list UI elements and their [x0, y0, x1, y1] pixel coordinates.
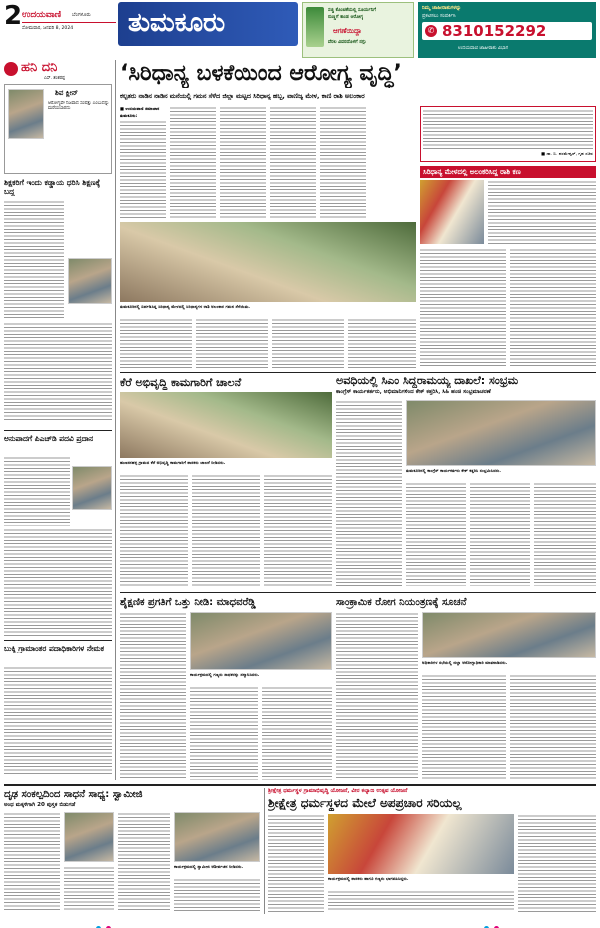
disease-headline: ಸಾಂಕ್ರಾಮಿಕ ರೋಗ ನಿಯಂತ್ರಣಕ್ಕೆ ಸೂಚನೆ: [336, 597, 467, 608]
left-story-1-headline: ಶಿಕ್ಷಕರಿಗೆ ಇಂದು ಕಡ್ಡಾಯ ಧರಿಸಿ ಶಿಕ್ಷಣಕ್ಕೆ ಬದ್ಧ: [4, 178, 101, 196]
bottom-right-body-3: [518, 814, 596, 912]
divider: [4, 430, 112, 431]
cm-caption: ತುಮಕೂರಿನಲ್ಲಿ ಕಾಂಗ್ರೆಸ್ ಕಾರ್ಯಕರ್ತರು ಕೇಕ್ ಕತ್ತರಿಸಿ ಸಂಭ್ರಮಿಸಿದರು.: [406, 468, 501, 473]
bottom-left-subhead: ಅಂಧ ಮಕ್ಕಳಿಗಾಗಿ 20 ಪುಸ್ತಕ ಬಿಡುಗಡೆ: [4, 802, 76, 808]
ad-line-3: ಆಗಣೆಯಿದ್ದಾ: [333, 27, 362, 35]
ad2-subtitle: ಪ್ರಕಟಿಸಲು ಸಂಪರ್ಕಿಸಿ: [422, 13, 456, 19]
issue-date: ಸೋಮವಾರ, ಜನವರಿ 8, 2024: [22, 26, 74, 31]
lead-subhead: ಕಲ್ಪತರು ನಾಡಿನ ನಾಡಿನ ಮನೆಯಲ್ಲಿ ಗಮನ ಸೆಳೆದ ಜಿಲ್ಲಾ ಮಟ್ಟದ ಸಿರಿಧಾನ್ಯ ಹಬ್ಬ, ವಾಣಿಜ್ಯ ಮೇಳ, ಕಾಣಿ ರಾಶಿ ಅಲಂಕಾರ: [120, 92, 365, 100]
lead-body-col-9: [348, 318, 416, 368]
quote-text: ಆರೋಗ್ಯವೇ ನಿಜವಾದ ಸಂಪತ್ತು ಎಂಬುದನ್ನು ಮರೆಯಬಾರದು: [48, 101, 110, 112]
bottom-left-caption: ಕಾರ್ಯಕ್ರಮದಲ್ಲಿ ಸ್ವಾಮೀಜಿ ಆಶೀರ್ವಚನ ನೀಡಿದರು.: [174, 864, 244, 869]
bottom-right-caption: ಕಾರ್ಯಕ್ರಮದಲ್ಲಿ ಶಾಸಕರು ಹಾಗೂ ಗಣ್ಯರು ಭಾಗವಹಿಸಿದ್ದರು.: [328, 876, 409, 881]
lead-photo-caption: ತುಮಕೂರಿನಲ್ಲಿ ಏರ್ಪಡಿಸಿದ್ದ ಸಿರಿಧಾನ್ಯ ಮೇಳದಲ್ಲಿ ಸಿರಿಧಾನ್ಯಗಳ ರಾಶಿ ಅಲಂಕಾರ ಗಮನ ಸೆಳೆಯಿತು.: [120, 304, 250, 309]
education-body-1: [120, 612, 186, 780]
sidebar-photo: [420, 180, 484, 244]
ad-line-1: ಸಚ್ಚಿ ಕೊಂಚಕೆಯಲ್ಲಿ ಸೂರ್ಯನಿಗೆ: [328, 8, 376, 13]
cm-body-3: [470, 482, 530, 586]
left-story-2-body-2: [4, 528, 112, 636]
divider: [120, 592, 596, 593]
sidebar-body-3: [510, 248, 596, 368]
lead-dateline: ತುಮಕೂರು:: [120, 113, 138, 118]
disease-body-2: [422, 674, 506, 780]
ad-line-2: ನುಣ್ಣಗೆ ಕಾಂಡ ಆರೋಗ್ಯ: [328, 15, 364, 20]
bottom-left-body-1: [4, 812, 60, 912]
ad-product-icon: [306, 7, 324, 47]
divider: [4, 640, 112, 641]
lead-headline: ‘ಸಿರಿಧಾನ್ಯ ಬಳಕೆಯಿಂದ ಆರೋಗ್ಯ ವೃದ್ಧಿ’: [120, 61, 402, 86]
city-title: ತುಮಕೂರು: [128, 8, 226, 38]
disease-photo: [422, 612, 596, 658]
column-rule: [115, 60, 116, 780]
left-story-1-photo: [68, 258, 112, 304]
bottom-right-body-1: [268, 814, 324, 912]
lake-photo: [120, 392, 332, 458]
lead-body-col-1: [120, 120, 166, 220]
lead-body-col-3: [220, 106, 266, 220]
pullquote-byline: ■ ಡಾ. ಬಿ. ಪರಮೇಶ್ವರ್, ಗೃಹ ಸಚಿವ: [541, 151, 593, 156]
left-story-3-headline: ಬುಕ್ಕಿ ಗ್ರಾಮಾಂತರ ಪದಾಧಿಕಾರಿಗಳ ನೇಮಕ: [4, 644, 104, 653]
cm-headline: ಅವಧಿಯಲ್ಲಿ ಸಿಎಂ ಸಿದ್ದರಾಮಯ್ಯ ದಾಖಲೆ: ಸಂಭ್ರಮ: [336, 374, 519, 387]
left-story-2-photo: [72, 466, 112, 510]
cm-subhead: ಕಾಂಗ್ರೆಸ್ ಕಾರ್ಯಕರ್ತರು, ಅಭಿಮಾನಿಗಳಿಂದ ಕೇಕ್ ಕತ್ತರಿಸಿ, ಸಿಹಿ ಹಂಚಿ ಸಂಭ್ರಮಾಚರಣೆ: [336, 389, 491, 395]
page-number: 2: [4, 2, 23, 30]
disease-body-3: [510, 674, 596, 780]
cm-body-4: [534, 482, 596, 586]
lead-body-col-6: [120, 318, 192, 368]
disease-caption: ಅಧಿಕಾರಿಗಳ ಸಭೆಯಲ್ಲಿ ಜಿಲ್ಲಾ ಆರೋಗ್ಯಾಧಿಕಾರಿ ಮಾತನಾಡಿದರು.: [422, 660, 508, 665]
masthead-left: [4, 2, 116, 46]
phone-icon: ✆: [425, 25, 437, 37]
paper-name: ಉದಯವಾಣಿ: [22, 10, 62, 20]
bottom-left-headline: ದೃಢ ಸಂಕಲ್ಪದಿಂದ ಸಾಧನೆ ಸಾಧ್ಯ: ಸ್ವಾಮೀಜಿ: [4, 789, 143, 800]
masthead-rule: [22, 22, 116, 23]
drop-icon: [4, 62, 18, 76]
column-logo: [4, 60, 112, 80]
lead-body-col-8: [272, 318, 344, 368]
left-story-3-body: [4, 666, 112, 776]
left-story-2-body: [4, 456, 70, 526]
lead-body-col-2: [170, 106, 216, 220]
ad2-footer: ಉದಯವಾಣಿ ಜಾಹೀರಾತು ವಿಭಾಗ: [458, 46, 509, 51]
ad2-title: ನಿಮ್ಮ ಜಾಹೀರಾತುಗಳನ್ನು: [422, 5, 462, 11]
pullquote-text: [423, 109, 593, 151]
bottom-left-photo-1: [64, 812, 114, 862]
sidebar-body: [488, 180, 596, 244]
left-story-1-body-2: [4, 322, 112, 422]
education-headline: ಶೈಕ್ಷಣಿಕ ಪ್ರಗತಿಗೆ ಒತ್ತು ನೀಡಿ: ಮಾಧವರೆಡ್ಡಿ: [120, 597, 256, 608]
education-body-2: [190, 686, 258, 780]
bottom-right-body-2: [328, 890, 514, 912]
bottom-left-body-3: [118, 812, 170, 912]
bottom-left-photo-2: [174, 812, 260, 862]
lead-bureau: ■ ಉದಯವಾಣಿ ಸಮಾಚಾರ: [120, 106, 160, 111]
lake-headline: ಕೆರೆ ಅಭಿವೃದ್ಧಿ ಕಾಮಗಾರಿಗೆ ಚಾಲನೆ: [120, 376, 242, 389]
ad2-phone-box: [422, 22, 592, 40]
lake-body-1: [120, 474, 188, 586]
print-registration-marks: [96, 916, 116, 922]
lake-caption: ಹುಣಸನಹಳ್ಳಿ ಗ್ರಾಮದ ಕೆರೆ ಅಭಿವೃದ್ಧಿ ಕಾಮಗಾರಿಗೆ ಶಾಸಕರು ಚಾಲನೆ ನೀಡಿದರು.: [120, 460, 226, 465]
lead-body-col-4: [270, 106, 316, 220]
sidebar-headline: ಸಿರಿಧಾನ್ಯ ಮೇಳದಲ್ಲಿ ಅಲಂಕರಿಸಿದ್ದ ರಾಶಿ ಕಣ: [423, 168, 521, 176]
left-story-2-headline: ಅನುಪಾದಗೆ ಪಿಎಚ್‌ಡಿ ಪದವಿ ಪ್ರದಾನ: [4, 434, 94, 443]
education-photo: [190, 612, 332, 670]
author-photo: [8, 89, 44, 139]
quote-title: ಶಿವ ಕ್ಲೀನ್: [55, 89, 79, 97]
lake-body-2: [192, 474, 260, 586]
ad-line-4: ವೆರಲ ವಿವರದೊಳಗೆ ನಗ್ಗು: [328, 40, 367, 45]
column-logo-text: ಹನಿ ದನಿ: [21, 60, 58, 75]
lead-photo: [120, 222, 416, 302]
quote-box: [4, 84, 112, 174]
cm-body-2: [406, 482, 466, 586]
bottom-right-photo: [328, 814, 514, 874]
cm-body-1: [336, 400, 402, 586]
education-caption: ಕಾರ್ಯಕ್ರಮದಲ್ಲಿ ಗಣ್ಯರು ಸಾಧಕರನ್ನು ಸನ್ಮಾನಿಸಿದರು.: [190, 672, 260, 677]
left-story-1-body: [4, 200, 64, 320]
column-author: ಎಸ್. ಶಂಕರಪ್ಪ: [44, 76, 66, 81]
disease-body-1: [336, 612, 418, 780]
cm-photo: [406, 400, 596, 466]
lead-body-col-7: [196, 318, 268, 368]
lead-pullquote: [420, 106, 596, 162]
column-rule: [264, 788, 265, 914]
ad2-phone-number: 8310152292: [442, 22, 547, 40]
lead-body-col-5: [320, 106, 366, 220]
bottom-right-kicker: ಶ್ರೀಕ್ಷೇತ್ರ ಧರ್ಮಸ್ಥಳ ಗ್ರಾಮಾಭಿವೃದ್ಧಿ ಯೋಜನೆ, ವೀರ ಕಲ್ಯಾಣ ಉತ್ಸವ ಯೋಜನೆ: [268, 788, 408, 794]
sidebar-banner: [420, 166, 596, 178]
lake-body-3: [264, 474, 332, 586]
bottom-left-body-4: [174, 878, 260, 912]
city-banner: [118, 2, 298, 46]
masthead-ad-2[interactable]: [418, 2, 596, 58]
print-registration-marks: [484, 916, 504, 922]
masthead-ad-1[interactable]: [302, 2, 414, 58]
divider: [120, 372, 596, 373]
bottom-left-body-2: [64, 866, 114, 912]
education-body-3: [262, 686, 332, 780]
divider-thick: [4, 784, 596, 786]
sidebar-body-2: [420, 248, 506, 368]
bottom-right-headline: ಶ್ರೀಕ್ಷೇತ್ರ ಧರ್ಮಸ್ಥಳದ ಮೇಲೆ ಅಪಪ್ರಚಾರ ಸರಿಯಲ್ಲ: [268, 796, 462, 810]
edition-name: ಬೆಂಗಳೂರು: [72, 12, 91, 18]
